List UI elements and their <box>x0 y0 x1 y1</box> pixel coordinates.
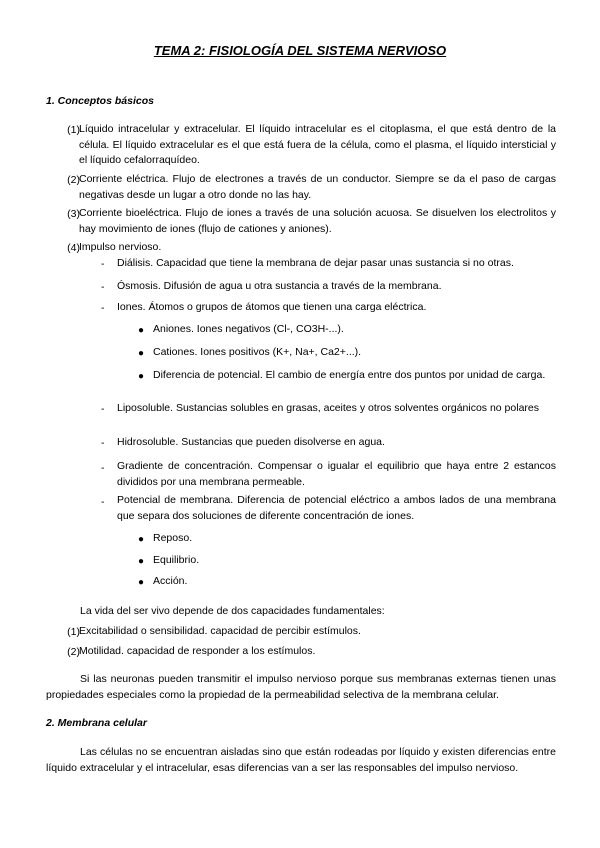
subitem-osmosis: Ósmosis. Difusión de agua u otra sustancia a través de la membrana. <box>117 280 442 292</box>
bullet-marker: ● <box>138 325 145 336</box>
list-number: (1) <box>67 124 80 136</box>
bullet-marker: ● <box>138 534 145 545</box>
bullet-equilibrio: Equilibrio. <box>153 554 200 566</box>
list-item-corriente-electrica: Corriente eléctrica. Flujo de electrones a través de un conductor. Siempre se da el paso de cargas negativas desde un lugar a otro donde no las hay. <box>79 173 556 201</box>
list-item-liquido: Líquido intracelular y extracelular. El líquido intracelular es el citoplasma, el que está dentro de la célula. El líquido extracelular es el que está fuera de la célula, como el plasma, el líquido intersticial y el líquido cefalorraquídeo. <box>79 123 556 166</box>
capacity-excitabilidad: Excitabilidad o sensibilidad. capacidad de percibir estímulos. <box>79 625 361 637</box>
bullet-diferencia-potencial: Diferencia de potencial. El cambio de energía entre dos puntos por unidad de carga. <box>153 369 546 381</box>
list-number: (2) <box>67 174 80 186</box>
subitem-potencial-membrana: Potencial de membrana. Diferencia de potencial eléctrico a ambos lados de una membrana que separa dos soluciones de diferente concentración de iones. <box>117 494 556 522</box>
dash-marker: - <box>101 258 105 270</box>
list-item-impulso: Impulso nervioso. <box>79 241 162 253</box>
subitem-iones: Iones. Átomos o grupos de átomos que tienen una carga eléctrica. <box>117 301 427 313</box>
subitem-dialisis: Diálisis. Capacidad que tiene la membrana de dejar pasar unas sustancia si no otras. <box>117 257 514 269</box>
life-intro: La vida del ser vivo depende de dos capacidades fundamentales: <box>80 605 385 617</box>
section-heading-conceptos: 1. Conceptos básicos <box>46 95 154 107</box>
capacity-motilidad: Motilidad. capacidad de responder a los estímulos. <box>79 645 316 657</box>
section-heading-membrana: 2. Membrana celular <box>46 717 147 729</box>
membrana-paragraph: Las células no se encuentran aisladas sino que están rodeadas por líquido y existen diferencias entre líquido extracelular y el intracelular, esas diferencias van a ser las responsables del impulso nervioso. <box>46 746 556 774</box>
bullet-reposo: Reposo. <box>153 532 193 544</box>
bullet-cationes: Cationes. Iones positivos (K+, Na+, Ca2+...). <box>153 346 362 358</box>
bullet-marker: ● <box>138 556 145 567</box>
bullet-marker: ● <box>138 371 145 382</box>
bullet-aniones: Aniones. Iones negativos (Cl-, CO3H-...). <box>153 323 344 335</box>
subitem-hidrosoluble: Hidrosoluble. Sustancias que pueden disolverse en agua. <box>117 436 385 448</box>
bullet-marker: ● <box>138 348 145 359</box>
dash-marker: - <box>101 437 105 449</box>
dash-marker: - <box>101 496 105 508</box>
dash-marker: - <box>101 403 105 415</box>
list-item-corriente-bioelectrica: Corriente bioeléctrica. Flujo de iones a través de una solución acuosa. Se disuelven los electrolitos y hay movimiento de iones (flujo de cationes y aniones). <box>79 207 556 235</box>
dash-marker: - <box>101 281 105 293</box>
dash-marker: - <box>101 462 105 474</box>
closing-paragraph: Si las neuronas pueden transmitir el impulso nervioso porque sus membranas externas tienen unas propiedades especiales como la propiedad de la permeabilidad selectiva de la membrana celular. <box>46 673 556 701</box>
subitem-liposoluble: Liposoluble. Sustancias solubles en grasas, aceites y otros solventes orgánicos no polares <box>117 402 539 414</box>
bullet-accion: Acción. <box>153 575 188 587</box>
list-number: (1) <box>67 626 80 638</box>
document-title: TEMA 2: FISIOLOGÍA DEL SISTEMA NERVIOSO <box>153 43 447 58</box>
list-number: (3) <box>67 208 80 220</box>
list-number: (4) <box>67 242 80 254</box>
bullet-marker: ● <box>138 577 145 588</box>
dash-marker: - <box>101 302 105 314</box>
list-number: (2) <box>67 646 80 658</box>
subitem-gradiente: Gradiente de concentración. Compensar o igualar el equilibrio que haya entre 2 estancos divididos por una membrana permeable. <box>117 460 556 488</box>
